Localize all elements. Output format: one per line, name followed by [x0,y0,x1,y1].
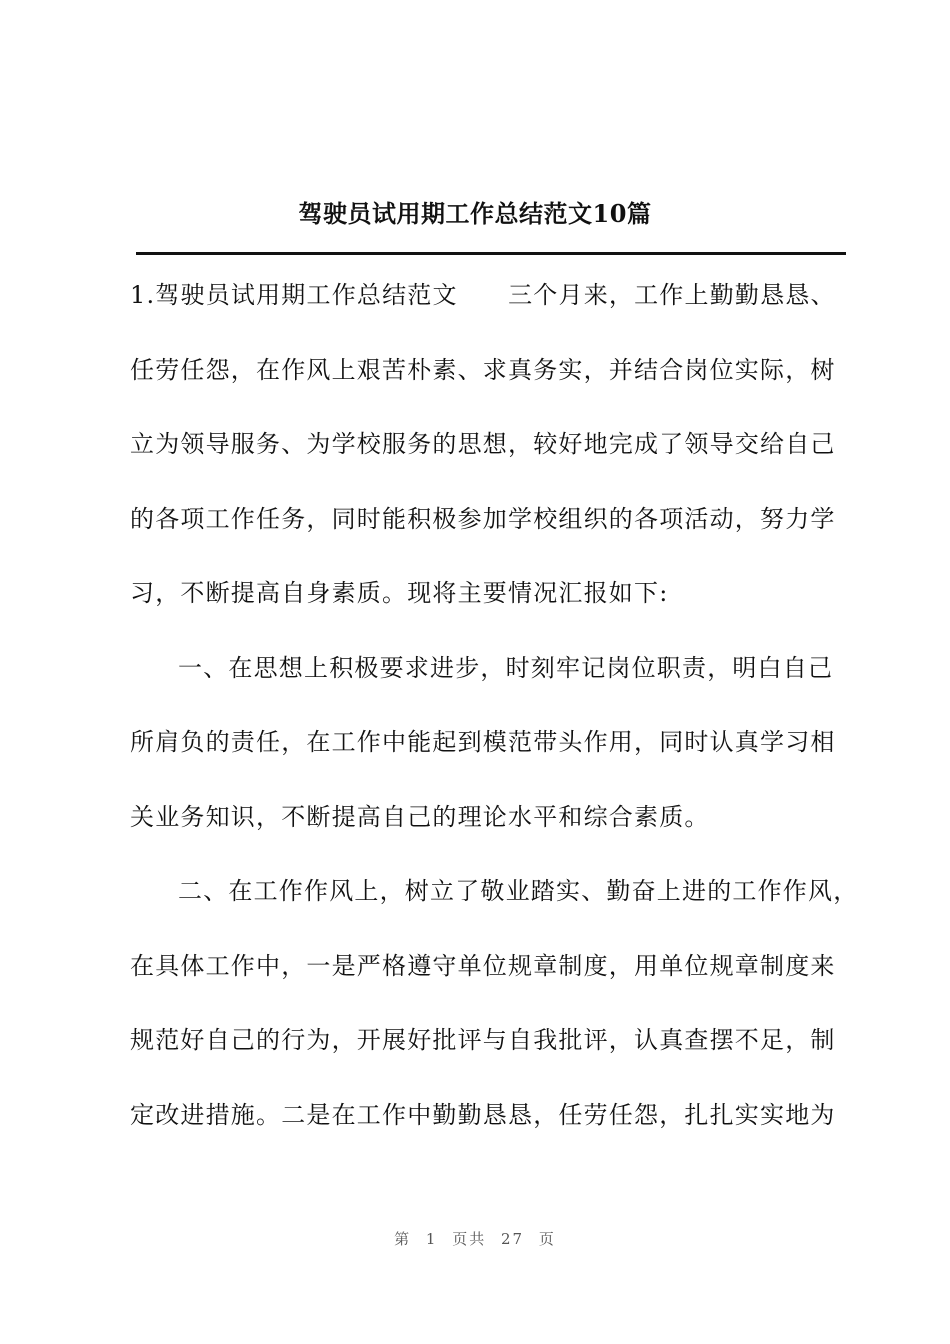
body-line: 的各项工作任务，同时能积极参加学校组织的各项活动，努力学 [130,504,836,533]
body-line: 立为领导服务、为学校服务的思想，较好地完成了领导交给自己 [130,430,836,458]
document-title: 驾驶员试用期工作总结范文10篇 [298,199,652,228]
body-line: 任劳任怨，在作风上艰苦朴素、求真务实，并结合岗位实际，树 [130,355,836,384]
body-line: 定改进措施。二是在工作中勤勤恳恳，任劳任怨，扎扎实实地为 [130,1100,836,1129]
body-line: 规范好自己的行为，开展好批评与自我批评，认真查摆不足，制 [130,1026,836,1054]
page-number-footer: 第 1 页共 27 页 [394,1230,556,1248]
body-line: 关业务知识，不断提高自己的理论水平和综合素质。 [130,802,710,831]
body-line: 一、在思想上积极要求进步，时刻牢记岗位职责，明白自己 [178,653,834,682]
body-line: 所肩负的责任，在工作中能起到模范带头作用，同时认真学习相 [130,728,836,756]
body-line: 1.驾驶员试用期工作总结范文 三个月来，工作上勤勤恳恳、 [130,281,836,309]
title-underline [136,252,846,255]
body-line: 二、在工作作风上，树立了敬业踏实、勤奋上进的工作作风， [178,877,859,905]
body-line: 在具体工作中，一是严格遵守单位规章制度，用单位规章制度来 [130,951,836,980]
document-body [130,276,859,1170]
body-line: 习，不断提高自身素质。现将主要情况汇报如下: [130,579,669,607]
